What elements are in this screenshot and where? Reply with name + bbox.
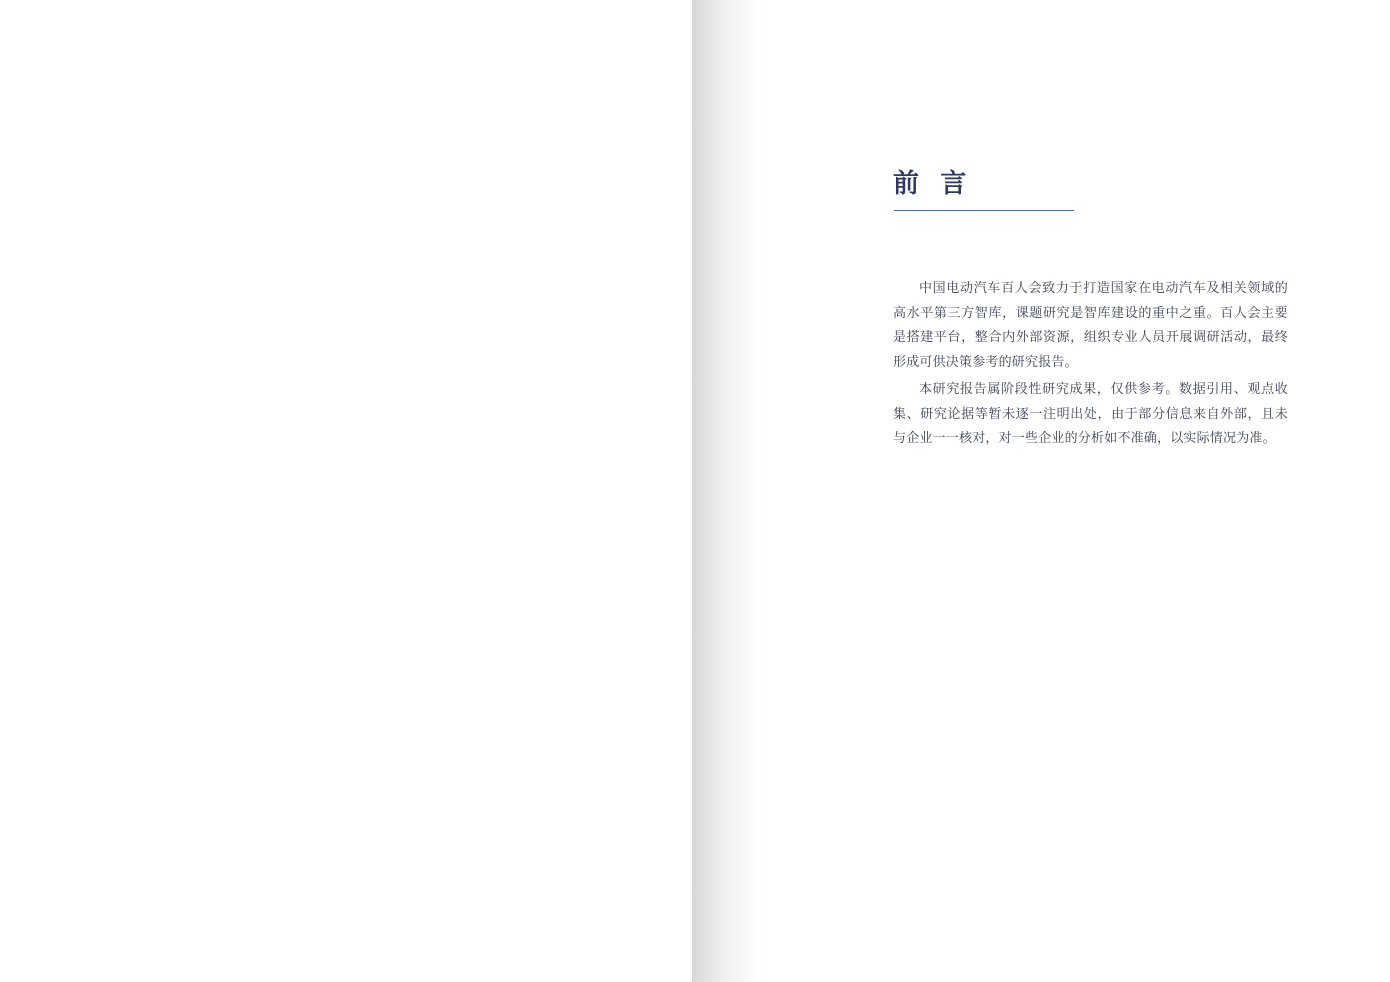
preface-body (893, 276, 1288, 454)
page-spine-shadow (692, 0, 764, 982)
title-underline (894, 210, 1074, 211)
right-page (764, 0, 1390, 982)
paragraph-1: 中国电动汽车百人会致力于打造国家在电动汽车及相关领域的高水平第三方智库，课题研究是智库建设的重中之重。百人会主要是搭建平台，整合内外部资源，组织专业人员开展调研活动，最终形成可供决策参考的研究报告。 (893, 280, 1288, 369)
page-title: 前 言 (893, 168, 968, 198)
paragraph-2: 本研究报告属阶段性研究成果，仅供参考。数据引用、观点收集、研究论据等暂未逐一注明出处，由于部分信息来自外部，且未与企业一一核对，对一些企业的分析如不准确，以实际情况为准。 (893, 381, 1288, 445)
left-page-blank (0, 0, 692, 982)
